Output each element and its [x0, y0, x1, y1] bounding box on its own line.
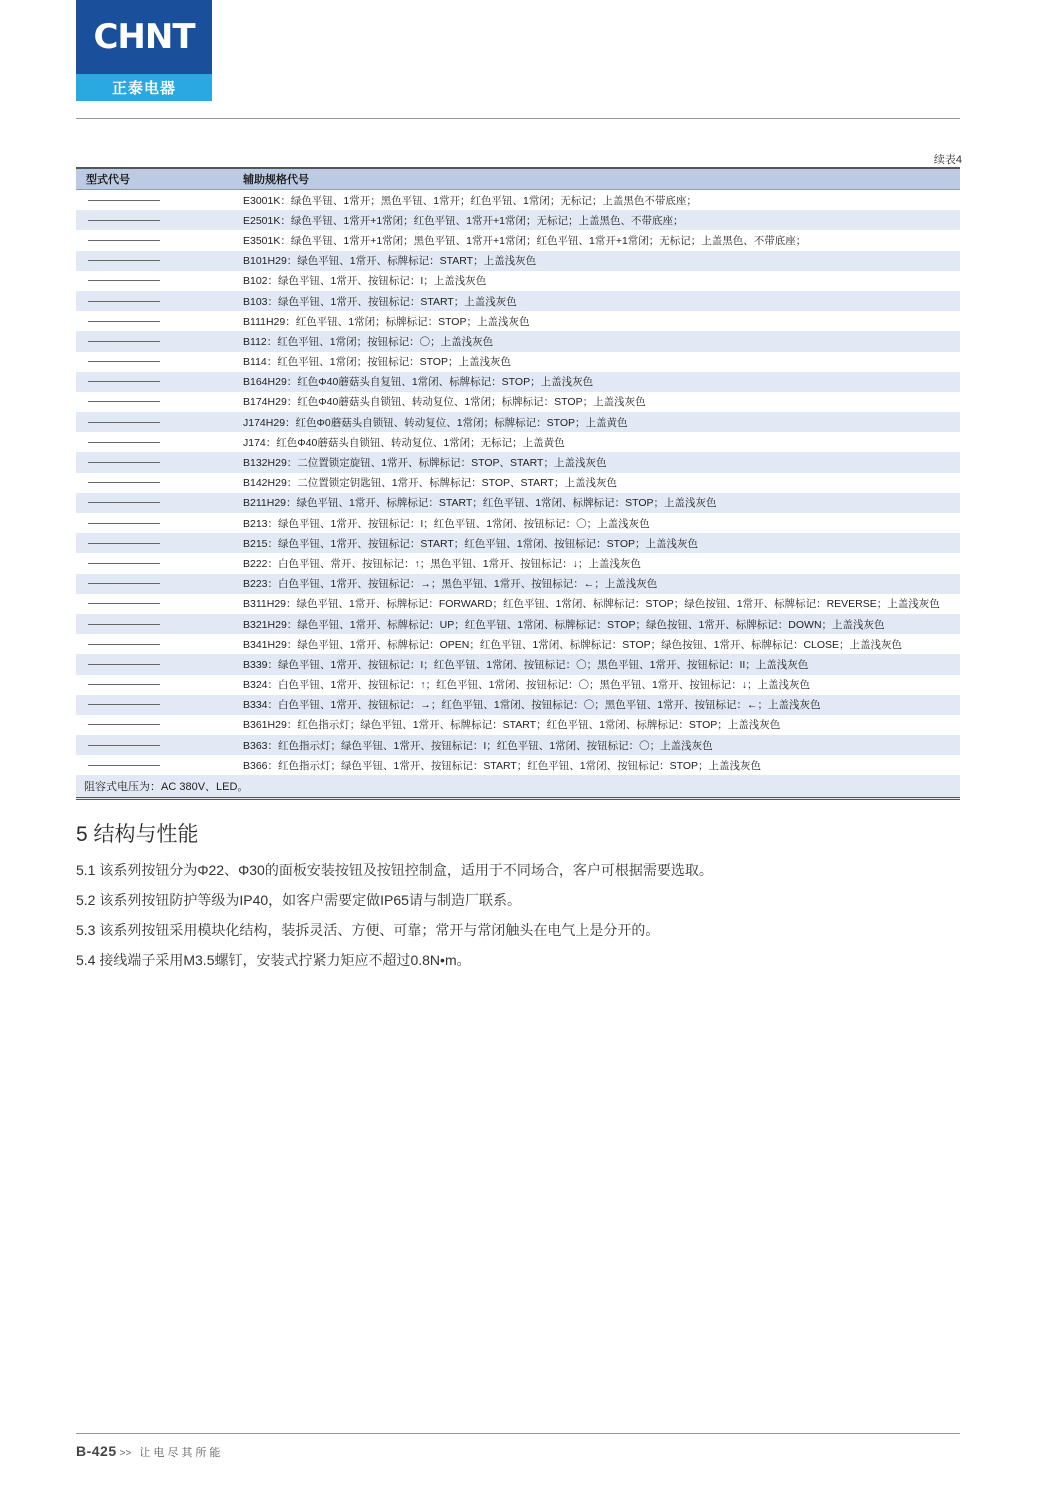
blank-dash	[88, 543, 160, 544]
model-code-cell	[76, 341, 243, 342]
blank-dash	[88, 563, 160, 564]
aux-spec-cell: B366：红色指示灯；绿色平钮、1常开、按钮标记：START；红色平钮、1常闭、按钮标记：STOP；上盖浅灰色	[243, 759, 762, 772]
blank-dash	[88, 422, 160, 423]
column-header-aux-spec: 辅助规格代号	[243, 174, 309, 186]
model-code-cell	[76, 280, 243, 281]
model-code-cell	[76, 543, 243, 544]
table-row	[76, 412, 960, 432]
blank-dash	[88, 301, 160, 302]
footer-slogan: 让电尽其所能	[139, 1447, 224, 1459]
header-divider	[76, 118, 960, 119]
blank-dash	[88, 260, 160, 261]
table-row	[76, 190, 960, 210]
logo-wordmark: CHNT	[76, 0, 212, 74]
table-row	[76, 291, 960, 311]
aux-spec-cell: B321H29：绿色平钮、1常开、标牌标记：UP；红色平钮、1常闭、标牌标记：STOP；绿色按钮、1常开、标牌标记：DOWN；上盖浅灰色	[243, 618, 885, 631]
blank-dash	[88, 664, 160, 665]
model-code-cell	[76, 442, 243, 443]
table-row	[76, 755, 960, 775]
model-code-cell	[76, 502, 243, 503]
model-code-cell	[76, 260, 243, 261]
chevron-icon: >>	[119, 1448, 132, 1459]
table-row	[76, 715, 960, 735]
aux-spec-cell: E3501K：绿色平钮、1常开+1常闭；黑色平钮、1常开+1常闭；红色平钮、1常开+1常闭；无标记；上盖黑色、不带底座；	[243, 234, 807, 247]
aux-spec-cell: B311H29：绿色平钮、1常开、标牌标记：FORWARD；红色平钮、1常闭、标牌标记：STOP；绿色按钮、1常开、标牌标记：REVERSE；上盖浅灰色	[243, 598, 940, 611]
aux-spec-cell: B324：白色平钮、1常开、按钮标记：↑；红色平钮、1常闭、按钮标记：〇；黑色平钮、1常开、按钮标记：↓；上盖浅灰色	[243, 679, 811, 692]
aux-spec-cell: B222：白色平钮、常开、按钮标记：↑；黑色平钮、1常开、按钮标记：↓；上盖浅灰色	[243, 557, 641, 570]
model-code-cell	[76, 381, 243, 382]
blank-dash	[88, 502, 160, 503]
logo-subtext: 正泰电器	[76, 74, 212, 101]
aux-spec-cell: B339：绿色平钮、1常开、按钮标记：I；红色平钮、1常闭、按钮标记：〇；黑色平钮、1常开、按钮标记：II；上盖浅灰色	[243, 658, 809, 671]
table-row	[76, 695, 960, 715]
blank-dash	[88, 644, 160, 645]
aux-spec-cell: B114：红色平钮、1常闭；按钮标记：STOP；上盖浅灰色	[243, 356, 511, 369]
model-code-cell	[76, 321, 243, 322]
table-row	[76, 614, 960, 634]
paragraph-5-3: 5.3 该系列按钮采用模块化结构，装拆灵活、方便、可靠；常开与常闭触头在电气上是分开的。	[76, 922, 660, 938]
model-code-cell	[76, 361, 243, 362]
aux-spec-cell: B112：红色平钮、1常闭；按钮标记：〇；上盖浅灰色	[243, 335, 494, 348]
table-row	[76, 553, 960, 573]
model-code-cell	[76, 583, 243, 584]
model-code-cell	[76, 200, 243, 201]
aux-spec-cell: B164H29：红色Φ40蘑菇头自复钮、1常闭、标牌标记：STOP；上盖浅灰色	[243, 376, 594, 389]
table-row	[76, 473, 960, 493]
model-code-cell	[76, 563, 243, 564]
table-row	[76, 392, 960, 412]
blank-dash	[88, 745, 160, 746]
blank-dash	[88, 684, 160, 685]
blank-dash	[88, 220, 160, 221]
page-footer	[76, 1443, 223, 1460]
blank-dash	[88, 482, 160, 483]
paragraph-5-4: 5.4 接线端子采用M3.5螺钉，安装式拧紧力矩应不超过0.8N•m。	[76, 952, 471, 968]
table-row	[76, 452, 960, 472]
aux-spec-cell: B211H29：绿色平钮、1常开、标牌标记：START；红色平钮、1常闭、标牌标记：STOP；上盖浅灰色	[243, 497, 717, 510]
table-row	[76, 634, 960, 654]
spec-table	[76, 167, 960, 800]
table-row	[76, 210, 960, 230]
footer-divider	[76, 1433, 960, 1434]
model-code-cell	[76, 401, 243, 402]
model-code-cell	[76, 422, 243, 423]
blank-dash	[88, 603, 160, 604]
table-row	[76, 331, 960, 351]
blank-dash	[88, 200, 160, 201]
aux-spec-cell: B102：绿色平钮、1常开、按钮标记：I；上盖浅灰色	[243, 275, 487, 288]
paragraph-5-2: 5.2 该系列按钮防护等级为IP40，如客户需要定做IP65请与制造厂联系。	[76, 892, 521, 908]
blank-dash	[88, 341, 160, 342]
table-row	[76, 594, 960, 614]
model-code-cell	[76, 644, 243, 645]
blank-dash	[88, 765, 160, 766]
model-code-cell	[76, 482, 243, 483]
table-row	[76, 432, 960, 452]
column-header-model: 型式代号	[86, 174, 130, 186]
table-row	[76, 533, 960, 553]
aux-spec-cell: B341H29：绿色平钮、1常开、标牌标记：OPEN；红色平钮、1常闭、标牌标记：STOP；绿色按钮、1常开、标牌标记：CLOSE；上盖浅灰色	[243, 638, 903, 651]
table-row	[76, 513, 960, 533]
blank-dash	[88, 381, 160, 382]
aux-spec-cell: E2501K：绿色平钮、1常开+1常闭；红色平钮、1常开+1常闭；无标记；上盖黑色、不带底座；	[243, 214, 684, 227]
model-code-cell	[76, 664, 243, 665]
blank-dash	[88, 462, 160, 463]
table-row	[76, 311, 960, 331]
aux-spec-cell: B101H29：绿色平钮、1常开、标牌标记：START；上盖浅灰色	[243, 255, 537, 268]
model-code-cell	[76, 704, 243, 705]
blank-dash	[88, 401, 160, 402]
section-heading: 5 结构与性能	[76, 823, 199, 846]
aux-spec-cell: B213：绿色平钮、1常开、按钮标记：I；红色平钮、1常闭、按钮标记：〇；上盖浅灰色	[243, 517, 650, 530]
blank-dash	[88, 442, 160, 443]
blank-dash	[88, 321, 160, 322]
table-caption: 续表4	[933, 154, 962, 166]
table-row	[76, 352, 960, 372]
model-code-cell	[76, 220, 243, 221]
aux-spec-cell: B132H29：二位置锁定旋钮、1常开、标牌标记：STOP、START；上盖浅灰色	[243, 457, 607, 470]
model-code-cell	[76, 624, 243, 625]
blank-dash	[88, 280, 160, 281]
blank-dash	[88, 523, 160, 524]
model-code-cell	[76, 765, 243, 766]
aux-spec-cell: B223：白色平钮、1常开、按钮标记：→；黑色平钮、1常开、按钮标记：←；上盖浅灰色	[243, 578, 658, 591]
table-row	[76, 675, 960, 695]
table-row	[76, 251, 960, 271]
model-code-cell	[76, 603, 243, 604]
blank-dash	[88, 724, 160, 725]
aux-spec-cell: B142H29：二位置锁定钥匙钮、1常开、标牌标记：STOP、START；上盖浅灰色	[243, 477, 617, 490]
aux-spec-cell: B363：红色指示灯；绿色平钮、1常开、按钮标记：I；红色平钮、1常闭、按钮标记：〇；上盖浅灰色	[243, 739, 713, 752]
blank-dash	[88, 240, 160, 241]
aux-spec-cell: B361H29：红色指示灯；绿色平钮、1常开、标牌标记：START；红色平钮、1常闭、标牌标记：STOP；上盖浅灰色	[243, 719, 781, 732]
table-footnote: 阻容式电压为：AC 380V、LED。	[76, 775, 960, 800]
model-code-cell	[76, 301, 243, 302]
table-body	[76, 190, 960, 775]
aux-spec-cell: B111H29：红色平钮、1常闭；标牌标记：STOP；上盖浅灰色	[243, 315, 530, 328]
chnt-logo	[76, 0, 212, 101]
model-code-cell	[76, 724, 243, 725]
aux-spec-cell: B215：绿色平钮、1常开、按钮标记：START；红色平钮、1常闭、按钮标记：STOP；上盖浅灰色	[243, 537, 699, 550]
blank-dash	[88, 704, 160, 705]
page-number: B-425	[76, 1443, 117, 1459]
aux-spec-cell: E3001K：绿色平钮、1常开；黑色平钮、1常开；红色平钮、1常闭；无标记；上盖黑色不带底座；	[243, 194, 697, 207]
paragraph-5-1: 5.1 该系列按钮分为Φ22、Φ30的面板安装按钮及按钮控制盒，适用于不同场合，客户可根据需要选取。	[76, 862, 713, 878]
aux-spec-cell: J174：红色Φ40蘑菇头自锁钮、转动复位、1常闭；无标记；上盖黄色	[243, 436, 565, 449]
aux-spec-cell: B103：绿色平钮、1常开、按钮标记：START；上盖浅灰色	[243, 295, 517, 308]
table-row	[76, 230, 960, 250]
aux-spec-cell: B174H29：红色Φ40蘑菇头自锁钮、转动复位、1常闭；标牌标记：STOP；上盖浅灰色	[243, 396, 646, 409]
table-row	[76, 271, 960, 291]
blank-dash	[88, 361, 160, 362]
model-code-cell	[76, 523, 243, 524]
model-code-cell	[76, 684, 243, 685]
blank-dash	[88, 583, 160, 584]
table-row	[76, 372, 960, 392]
table-row	[76, 654, 960, 674]
aux-spec-cell: J174H29：红色Φ0蘑菇头自锁钮、转动复位、1常闭；标牌标记：STOP；上盖黄色	[243, 416, 628, 429]
table-row	[76, 574, 960, 594]
model-code-cell	[76, 745, 243, 746]
model-code-cell	[76, 462, 243, 463]
table-header-row	[76, 169, 960, 190]
model-code-cell	[76, 240, 243, 241]
aux-spec-cell: B334：白色平钮、1常开、按钮标记：→；红色平钮、1常闭、按钮标记：〇；黑色平钮、1常开、按钮标记：←；上盖浅灰色	[243, 699, 821, 712]
blank-dash	[88, 624, 160, 625]
table-row	[76, 735, 960, 755]
table-row	[76, 493, 960, 513]
